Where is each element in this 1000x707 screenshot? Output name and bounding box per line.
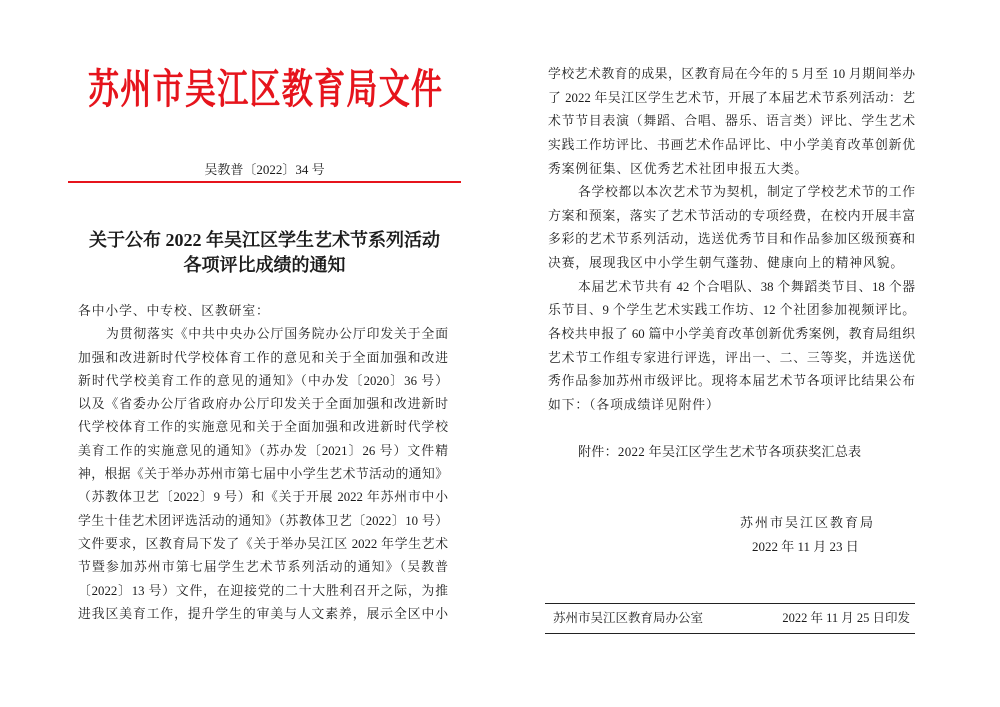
- body-line: 以及《省委办公厅省政府办公厅印发关于全面加强和改进新时: [78, 397, 448, 412]
- body-line: 了 2022 年吴江区学生艺术节，开展了本届艺术节系列活动：艺: [548, 90, 915, 105]
- body-line: 如下：（各项成绩详见附件）: [548, 397, 720, 412]
- footer-band: [545, 603, 915, 634]
- body-line: 秀作品参加苏州市级评比。现将本届艺术节各项评比结果公布: [548, 374, 915, 389]
- header-red-rule: [68, 181, 461, 183]
- right-page: [500, 0, 1000, 707]
- issue-date: 2022 年 11 月 23 日: [752, 539, 859, 554]
- body-line: 新时代学校美育工作的意见的通知》（中办发〔2020〕36 号）: [78, 373, 448, 388]
- body-line: 为贯彻落实《中共中央办公厅国务院办公厅印发关于全面: [106, 327, 448, 342]
- body-line: 〔2022〕13 号）文件，在迎接党的二十大胜利召开之际，为推: [78, 583, 448, 598]
- document-number: 吴教普〔2022〕34 号: [204, 162, 325, 177]
- body-line: 代学校体育工作的实施意见和关于全面加强和改进新时代学校: [78, 420, 448, 435]
- body-line: 决赛，展现我区中小学生朝气蓬勃、健康向上的精神风貌。: [548, 256, 905, 270]
- body-line: 方案和预案，落实了艺术节活动的专项经费，在校内开展丰富: [548, 208, 915, 223]
- body-line: 学生十佳艺术团评选活动的通知》（苏教体卫艺〔2022〕10 号）: [78, 513, 448, 528]
- body-line: 文件要求，区教育局下发了《关于举办吴江区 2022 年学生艺术: [78, 536, 448, 551]
- right-body-text: [548, 63, 915, 417]
- body-line: 术节节目表演（舞蹈、合唱、器乐、语言类）评比、学生艺术: [548, 114, 915, 129]
- body-line: 加强和改进新时代学校体育工作的意见和关于全面加强和改进: [78, 350, 448, 365]
- body-line: 多彩的艺术节系列活动，选送优秀节目和作品参加区级预赛和: [548, 232, 915, 247]
- body-line: 各学校都以本次艺术节为契机，制定了学校艺术节的工作: [578, 185, 915, 200]
- footer-issuer: 苏州市吴江区教育局办公室: [553, 611, 704, 625]
- notice-title-line-2: 各项评比成绩的通知: [183, 255, 346, 275]
- body-line: 艺术节工作组专家进行评选，评出一、二、三等奖，并选送优: [548, 350, 915, 365]
- issuing-authority-signature: 苏州市吴江区教育局: [740, 515, 876, 530]
- document-header-title: 苏州市吴江区教育局文件: [88, 66, 442, 113]
- body-line: 进我区美育工作，提升学生的审美与人文素养，展示全区中小: [78, 606, 448, 621]
- body-line: （苏教体卫艺〔2022〕9 号）和《关于开展 2022 年苏州市中小: [78, 490, 448, 505]
- left-body-text: [78, 300, 448, 626]
- body-line: 节暨参加苏州市第七届学生艺术节系列活动的通知》（吴教普: [78, 560, 448, 575]
- body-line: 神，根据《关于举办苏州市第七届中小学生艺术节活动的通知》: [78, 467, 448, 482]
- attachment-note: 附件：2022 年吴江区学生艺术节各项获奖汇总表: [578, 444, 862, 459]
- salutation: 各中小学、中专校、区教研室：: [78, 304, 270, 318]
- body-line: 本届艺术节共有 42 个合唱队、38 个舞蹈类节目、18 个器: [578, 279, 915, 294]
- body-line: 学校艺术教育的成果，区教育局在今年的 5 月至 10 月期间举办: [548, 67, 915, 81]
- body-line: 美育工作的实施意见的通知》（苏办发〔2021〕26 号）文件精: [78, 443, 448, 458]
- notice-title-line-1: 关于公布 2022 年吴江区学生艺术节系列活动: [89, 230, 440, 250]
- body-line: 实践工作坊评比、书画艺术作品评比、中小学美育改革创新优: [548, 137, 915, 152]
- body-line: 秀案例征集、区优秀艺术社团申报五大类。: [548, 161, 809, 176]
- body-line: 各校共申报了 60 篇中小学美育改革创新优秀案例，教育局组织: [548, 326, 915, 341]
- body-line: 乐节目、9 个学生艺术实践工作坊、12 个社团参加视频评比。: [548, 303, 915, 318]
- footer-print-date: 2022 年 11 月 25 日印发: [782, 611, 910, 625]
